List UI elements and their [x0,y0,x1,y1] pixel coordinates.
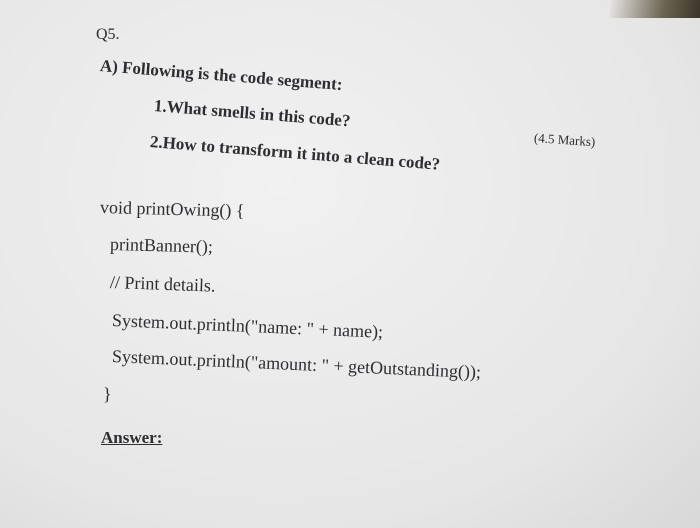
code-line-print-banner: printBanner(); [109,234,214,257]
code-line-closing-brace: } [103,384,112,404]
question-intro: A) Following is the code segment: [99,56,344,95]
question-number: Q5. [96,26,120,43]
code-line-method-signature: void printOwing() { [99,197,245,221]
code-line-print-amount: System.out.println("amount: " + getOutstanding()); [111,346,482,383]
code-line-comment: // Print details. [109,272,216,296]
sub-question-2: 2.How to transform it into a clean code? [149,132,441,174]
code-line-print-name: System.out.println("name: " + name); [111,310,384,342]
table-edge-shadow [610,0,700,18]
answer-label: Answer: [101,428,163,447]
sub-question-1: 1.What smells in this code? [153,96,352,131]
marks-label: (4.5 Marks) [533,130,596,150]
